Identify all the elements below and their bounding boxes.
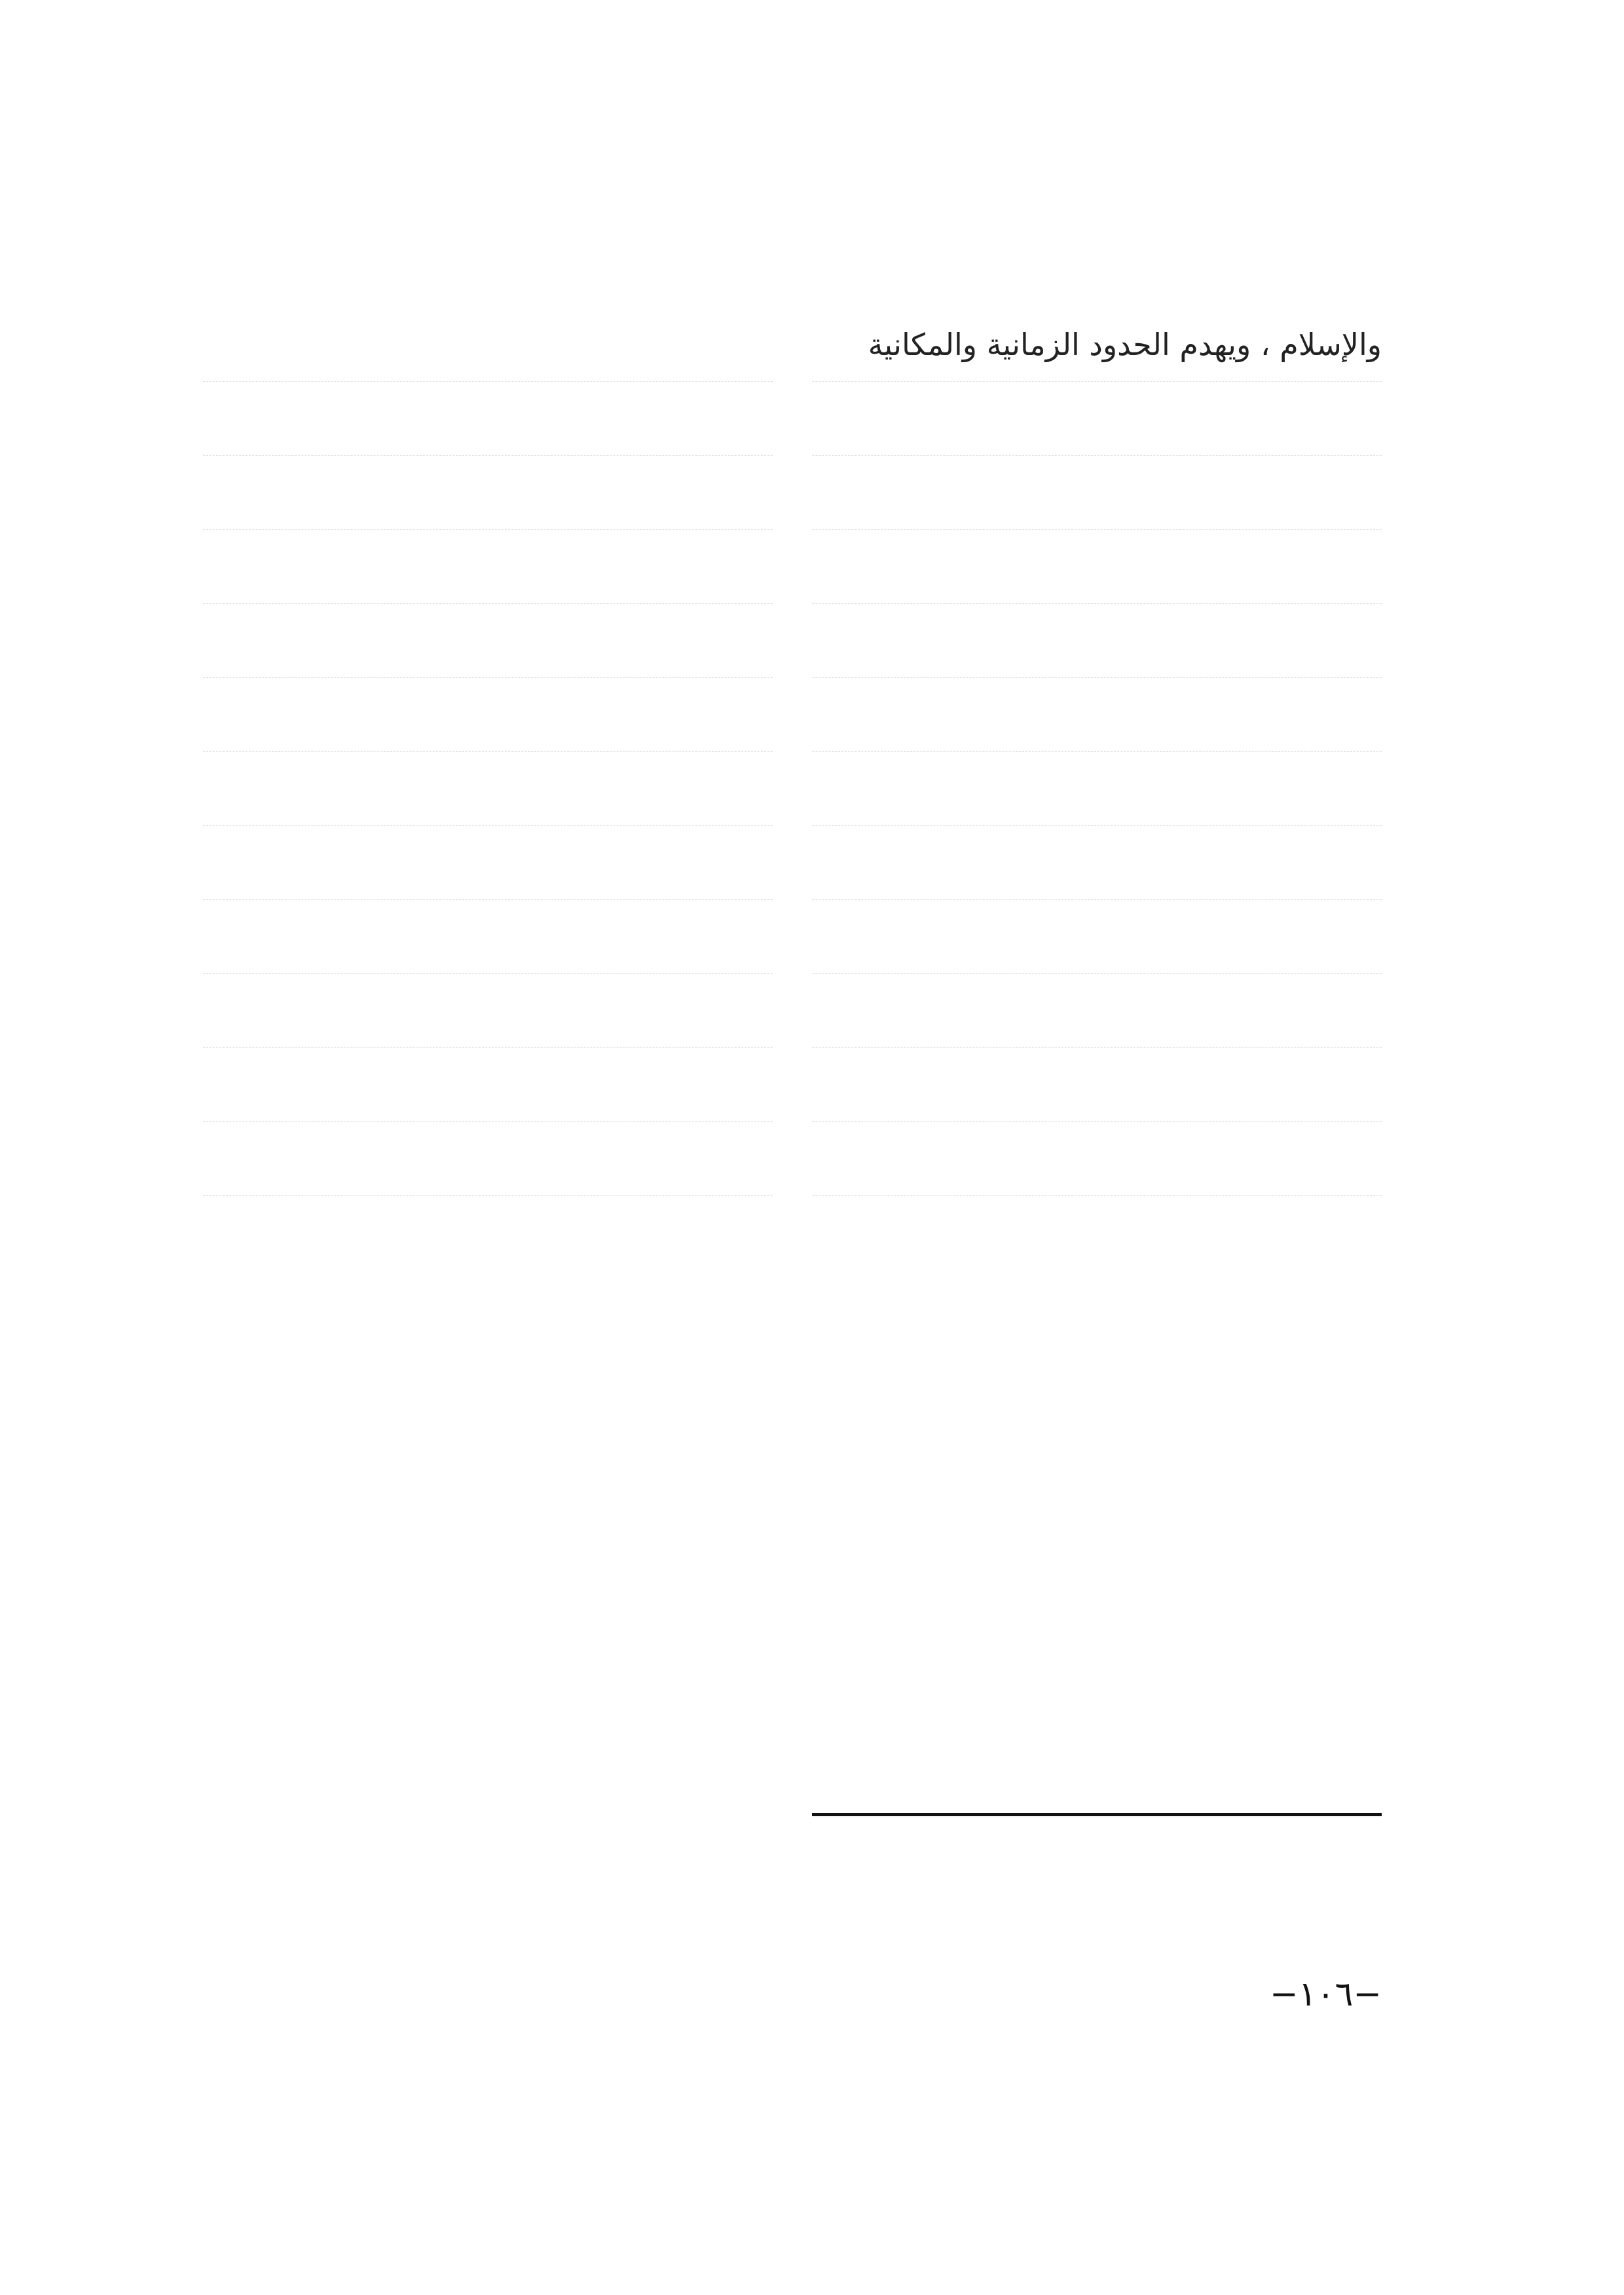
footnote-divider xyxy=(812,1813,1382,1816)
text-line xyxy=(812,1048,1382,1122)
text-line xyxy=(203,1122,773,1196)
text-line xyxy=(203,382,773,456)
text-line xyxy=(812,752,1382,826)
text-line xyxy=(203,678,773,752)
text-line xyxy=(203,308,773,382)
text-line xyxy=(203,604,773,678)
text-line xyxy=(812,974,1382,1048)
page-number: −١٠٦− xyxy=(1270,1975,1382,2014)
text-line xyxy=(812,678,1382,752)
text-line xyxy=(203,900,773,974)
text-line xyxy=(203,530,773,604)
text-line xyxy=(812,900,1382,974)
text-line xyxy=(812,530,1382,604)
left-column xyxy=(203,308,773,1196)
text-line xyxy=(203,826,773,900)
text-line xyxy=(812,826,1382,900)
text-line xyxy=(203,456,773,530)
text-line xyxy=(203,752,773,826)
text-line xyxy=(812,604,1382,678)
right-column xyxy=(812,308,1382,1196)
text-line xyxy=(812,456,1382,530)
text-line xyxy=(812,1122,1382,1196)
text-line xyxy=(203,1048,773,1122)
text-line xyxy=(203,974,773,1048)
text-line: والإسلام ، ويهدم الحدود الزمانية والمكانية xyxy=(812,308,1382,382)
text-line xyxy=(812,382,1382,456)
